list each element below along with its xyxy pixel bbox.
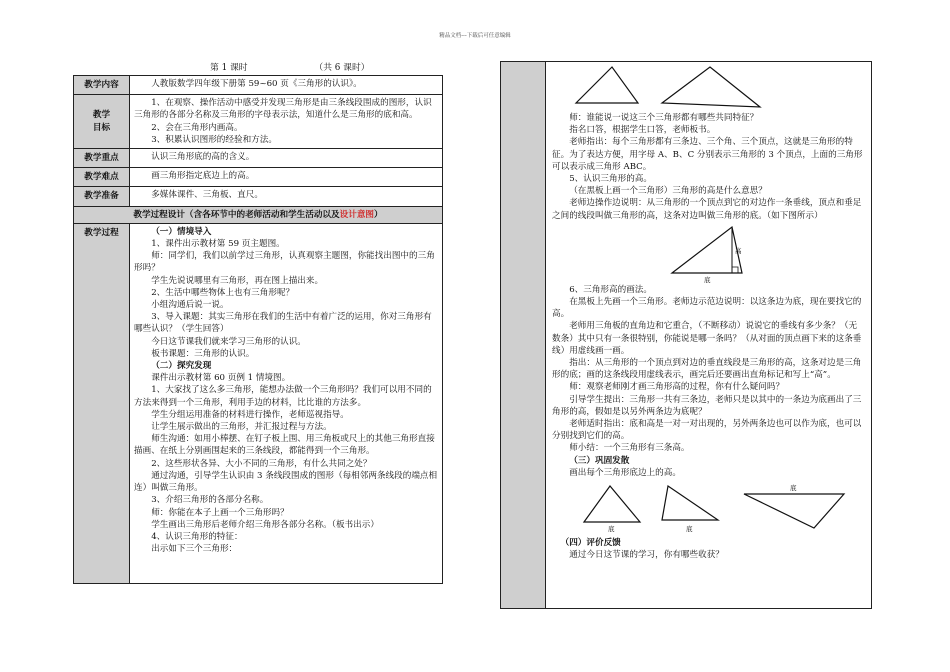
section-title: （四）评价反馈 bbox=[560, 538, 621, 549]
right-content bbox=[552, 62, 865, 561]
exercise-triangle-1 bbox=[584, 486, 640, 522]
triangle-1 bbox=[576, 67, 638, 103]
process-line: 通过沟通，引导学生认识由 3 条线段围成的图形（每相邻两条线段的端点相连）叫做三角形。 bbox=[134, 470, 438, 494]
triangle-2 bbox=[662, 67, 760, 107]
exercise-figure bbox=[552, 480, 852, 536]
right-angle-mark bbox=[732, 267, 738, 273]
right-line: 老师边操作边说明：从三角形的一个顶点到它的对边作一条垂线，顶点和垂足之间的线段叫做三角形的高，这条对边叫做三角形的底。（如下图所示） bbox=[552, 198, 862, 221]
exercise-triangle-2 bbox=[662, 486, 718, 520]
value-key bbox=[130, 149, 443, 168]
right-line: 老师适时指出：底和高是一对一对出现的，另外两条边也可以作为底，也可以分别找到它们的高。 bbox=[552, 419, 862, 442]
process-line: 2、生活中哪些物体上也有三角形呢？ bbox=[151, 287, 295, 298]
content-text: 人教版数学四年级下册第 59~60 页《三角形的认识》。 bbox=[151, 79, 362, 89]
row-key bbox=[74, 149, 443, 168]
key-text: 认识三角形底的高的含义。 bbox=[151, 152, 255, 163]
process-line: 师生沟通：如用小棒摆、在钉子板上围、用三角板或尺上的其他三角形直接描画、在纸上分别画围起来的三条线段，都能得到一个三角形。 bbox=[134, 434, 435, 457]
height-figure bbox=[552, 223, 852, 283]
difficulty-text: 画三角形指定底边上的高。 bbox=[151, 171, 255, 182]
right-line: （在黑板上画一个三角形）三角形的高是什么意思？ bbox=[569, 186, 767, 197]
row-process bbox=[74, 223, 443, 583]
process-line: 3、导入课题：其实三角形在我们的生活中有着广泛的运用，你对三角形有哪些认识？（学生回答） bbox=[134, 312, 432, 335]
label-prep: 教学准备 bbox=[74, 187, 130, 206]
design-text: 教学过程设计（含各环节中的老师活动和学生活动以及 bbox=[133, 209, 340, 220]
right-line: 画出每个三角形底边上的高。 bbox=[569, 467, 681, 478]
value-goals bbox=[130, 95, 443, 149]
process-line: 3、介绍三角形的各部分名称。 bbox=[151, 495, 269, 506]
process-line: 1、大家找了这么多三角形，能想办法做一个三角形吗？我们可以用不同的方法来得到一个三角形，利用手边的材料，比比谁的方法多。 bbox=[134, 385, 432, 408]
right-label-column bbox=[501, 62, 546, 608]
right-line: 6、三角形高的画法。 bbox=[569, 284, 652, 295]
base-label: 底 bbox=[704, 275, 711, 283]
row-difficulty bbox=[74, 168, 443, 187]
process-line: 2、这些形状各异、大小不同的三角形，有什么共同之处？ bbox=[151, 458, 372, 469]
label-process: 教学过程 bbox=[74, 223, 130, 583]
right-line: 老师用三角板的直角边和它重合，（不断移动）说说它的垂线有多少条？（无数条）其中只有一条很特别，你能说是哪一条吗？（从对面的顶点画下来的这条垂线）用虚线画一画。 bbox=[552, 321, 862, 356]
process-line: 4、认识三角形的特征： bbox=[151, 531, 243, 542]
value-content bbox=[130, 76, 443, 95]
section-title: （二）探究发现 bbox=[151, 361, 212, 372]
triangles-figure bbox=[552, 63, 782, 111]
prep-text: 多媒体课件、三角板、直尺。 bbox=[151, 190, 263, 201]
height-label: 高 bbox=[735, 246, 742, 255]
goal-item: 1、在观察、操作活动中感受并发现三角形是由三条线段围成的图形，认识三角形的各部分名称及三角形的字母表示法，知道什么是三角形的底和高。 bbox=[134, 98, 432, 121]
section-title: （三）巩固发散 bbox=[569, 455, 630, 466]
right-line: 在黑板上先画一个三角形。老师边示范边说明：以这条边为底，现在要找它的高。 bbox=[552, 297, 862, 320]
exercise-base-label: 底 bbox=[686, 525, 693, 534]
lesson-total: （共 6 课时） bbox=[314, 63, 370, 73]
right-line: 指出：从三角形的一个顶点到对边的垂直线段是三角形的高，这条对边是三角形的底；画的这条线段用虚线表示，画完后还要画出直角标记和写上“高”。 bbox=[552, 358, 862, 381]
lesson-line bbox=[210, 62, 434, 74]
goal-item: 2、会在三角形内画高。 bbox=[151, 122, 243, 133]
value-difficulty bbox=[130, 168, 443, 187]
process-line: 出示如下三个三角形： bbox=[151, 544, 238, 555]
process-line: 课件出示教材第 60 页例 1 情境图。 bbox=[151, 373, 291, 384]
process-line: 学生先说说哪里有三角形，再在图上描出来。 bbox=[151, 275, 324, 286]
goals-label-text: 教学目标 bbox=[92, 110, 111, 133]
lesson-period: 第 1 课时 bbox=[210, 63, 248, 73]
right-line: 5、认识三角形的高。 bbox=[569, 174, 652, 185]
process-line: 板书课题：三角形的认识。 bbox=[151, 348, 255, 359]
process-line: 师：你能在本子上画一个三角形吗？ bbox=[151, 507, 289, 518]
label-content: 教学内容 bbox=[74, 76, 130, 95]
label-difficulty: 教学难点 bbox=[74, 168, 130, 187]
right-line: 老师指出：每个三角形都有三条边、三个角、三个顶点，这就是三角形的特征。为了表达方便，用字母 A、B、C 分别表示三角形的 3 个顶点，上面的三角形可以表示成三角形 ABC。 bbox=[552, 137, 863, 172]
process-line: 1、课件出示教材第 59 页主题图。 bbox=[151, 239, 285, 250]
value-prep bbox=[130, 187, 443, 206]
row-content bbox=[74, 76, 443, 95]
exercise-base-label: 底 bbox=[608, 525, 615, 534]
right-line: 师：谁能说一说这三个三角形都有哪些共同特征？ bbox=[569, 113, 759, 123]
label-key: 教学重点 bbox=[74, 149, 130, 168]
goal-item: 3、积累认识图形的经验和方法。 bbox=[151, 134, 277, 145]
row-prep bbox=[74, 187, 443, 206]
design-close: ） bbox=[374, 209, 383, 220]
right-line: 指名口答，根据学生口答，老师板书。 bbox=[569, 125, 716, 136]
value-process bbox=[130, 223, 443, 583]
row-goals bbox=[74, 95, 443, 149]
right-line: 师：观察老师刚才画三角形高的过程，你有什么疑问吗？ bbox=[569, 382, 785, 393]
header-note: 精品文档---下载后可任意编辑 bbox=[439, 33, 511, 39]
right-line: 通过今日这节课的学习，你有哪些收获？ bbox=[569, 550, 724, 561]
row-design bbox=[74, 206, 443, 223]
right-page-table bbox=[500, 61, 872, 609]
design-highlight: 设计意图 bbox=[339, 209, 375, 220]
process-line: 小组沟通后说一说。 bbox=[151, 300, 229, 311]
right-line: 师小结：一个三角形有三条高。 bbox=[569, 443, 690, 454]
exercise-base-label: 底 bbox=[790, 484, 797, 493]
lesson-plan-table bbox=[73, 75, 443, 584]
process-line: 今日这节课我们就来学习三角形的认识。 bbox=[151, 336, 306, 347]
process-line: 学生画出三角形后老师介绍三角形各部分名称。（板书出示） bbox=[151, 519, 379, 530]
process-line: 让学生展示做出的三角形，并汇报过程与方法。 bbox=[151, 422, 332, 433]
section-title: （一）情境导入 bbox=[151, 226, 212, 237]
process-line: 师：同学们，我们以前学过三角形，认真观察主题图，你能找出图中的三角形吗？ bbox=[134, 251, 435, 274]
design-heading bbox=[74, 206, 443, 223]
process-line: 学生分组运用准备的材料进行操作，老师巡视指导。 bbox=[151, 409, 349, 420]
exercise-triangle-3 bbox=[744, 494, 844, 528]
right-line: 引导学生提出：三角形一共有三条边，老师只是以其中的一条边为底画出了三角形的高，假如是以另外两条边为底呢？ bbox=[552, 394, 862, 417]
label-goals bbox=[74, 95, 130, 149]
